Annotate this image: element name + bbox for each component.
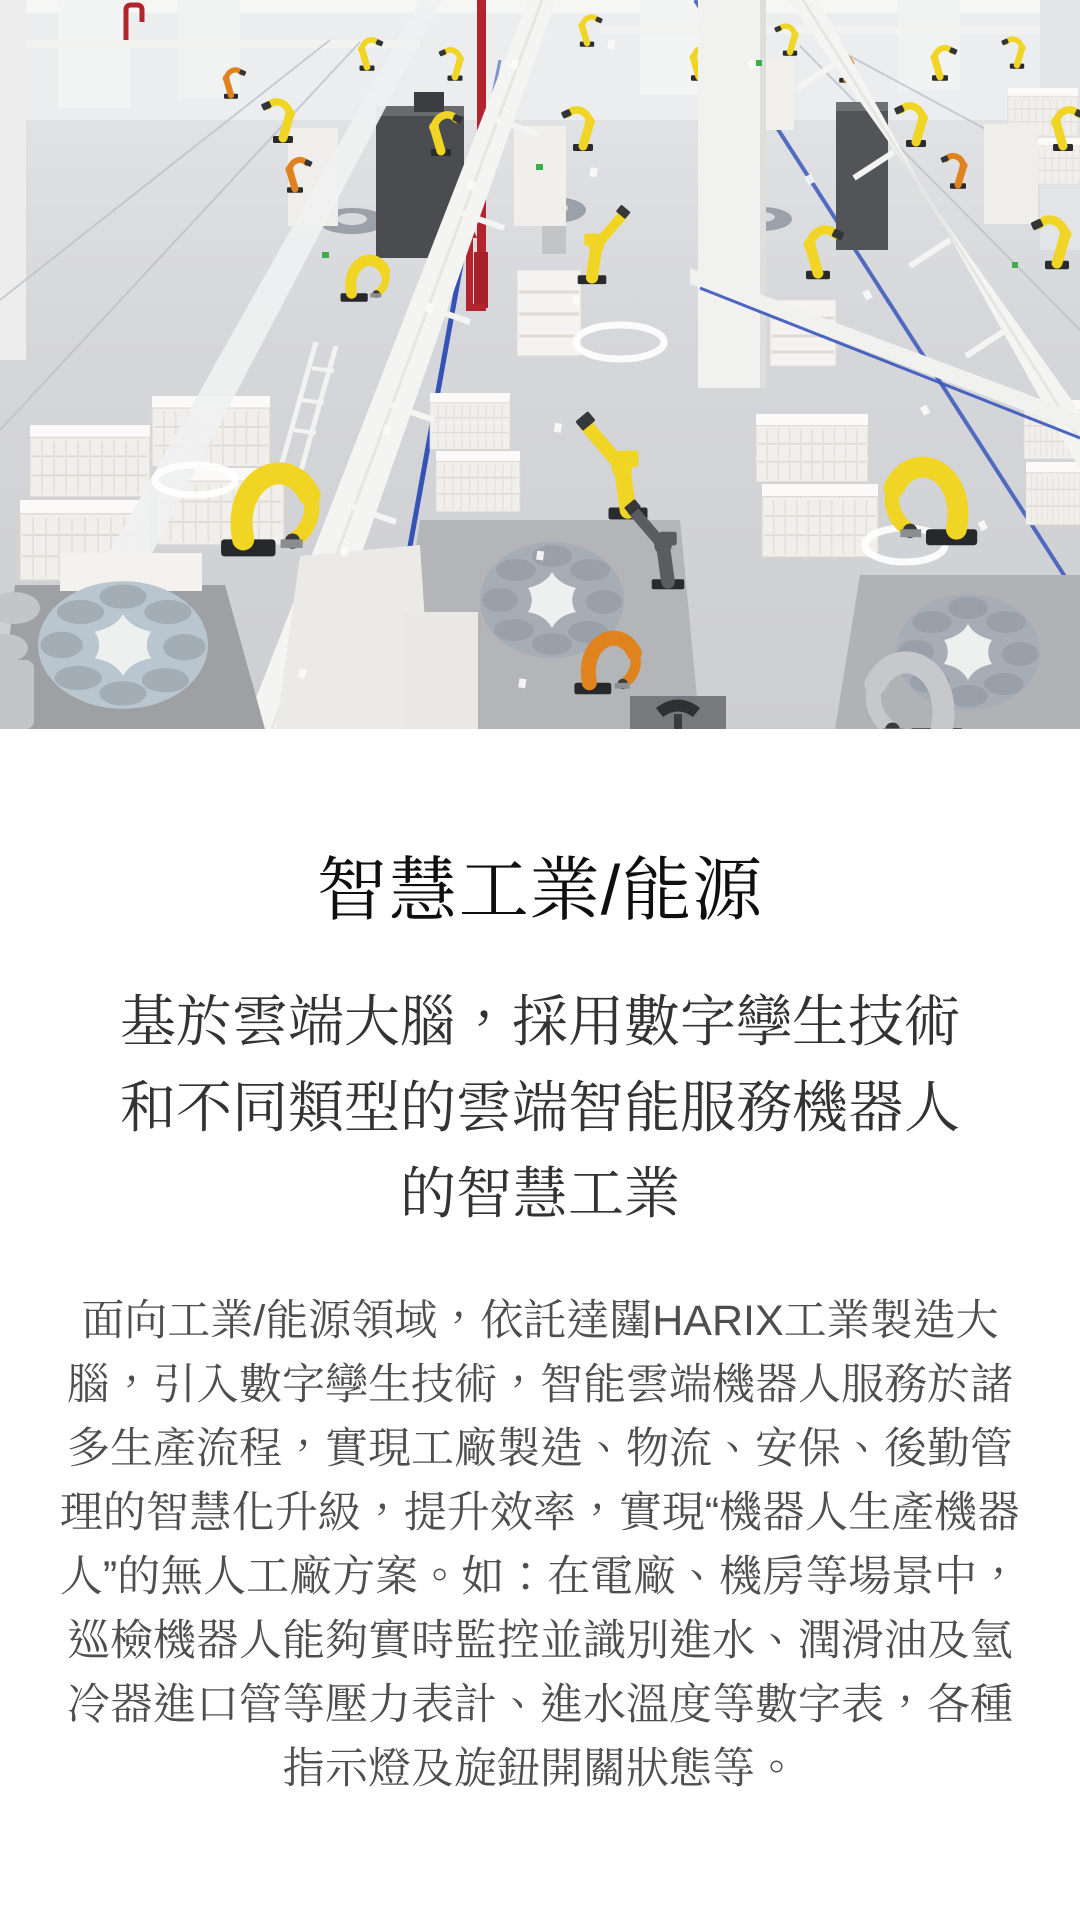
clamp-pedestal <box>630 696 726 729</box>
subtitle-line-1: 基於雲端大腦，採用數字孿生技術 <box>120 990 960 1053</box>
left-turntable <box>38 581 208 709</box>
white-pillar <box>698 0 766 388</box>
right-turntable <box>896 594 1040 710</box>
body-paragraph: 面向工業/能源領域，依託達闥HARIX工業製造大腦，引入數字孿生技術，智能雲端機器人服務於諸多生產流程，實現工廠製造、物流、安保、後勤管理的智慧化升級，提升效率，實現“機器人生產機器人”的無人工廠方案。如：在電廠、機房等場景中，巡檢機器人能夠實時監控並識別進水、潤滑油及氫冷器進口管等壓力表計、進水溫度等數字表，各種指示燈及旋鈕開關狀態等。 <box>59 1297 1021 1793</box>
hero-image <box>0 0 1080 729</box>
subtitle <box>40 979 1040 1237</box>
content-section <box>0 847 1080 1801</box>
subtitle-line-3: 的智慧工業 <box>400 1162 680 1225</box>
page-title: 智慧工業/能源 <box>316 851 764 929</box>
subtitle-line-2: 和不同類型的雲端智能服務機器人 <box>120 1076 960 1139</box>
